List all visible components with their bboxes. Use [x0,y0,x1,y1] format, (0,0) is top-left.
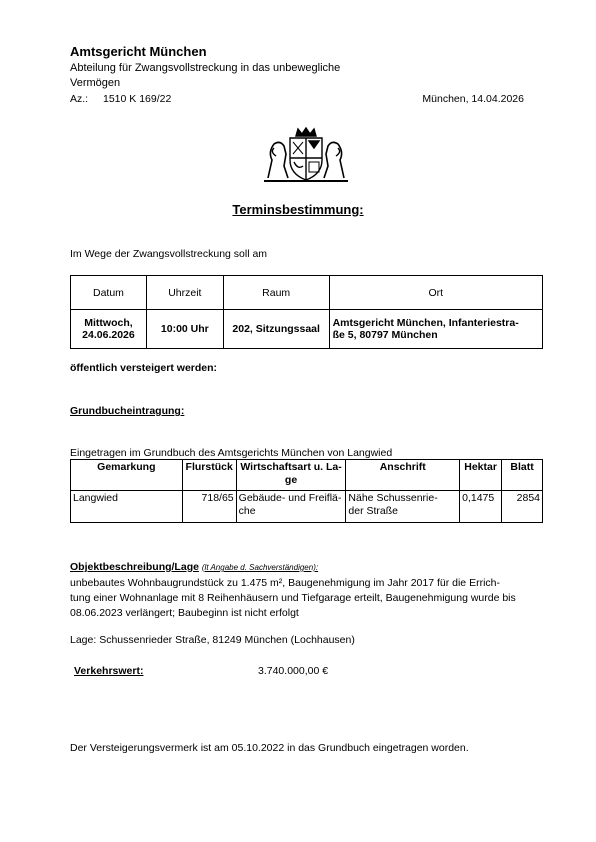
header-raum: Raum [223,276,329,310]
table-row [71,310,543,349]
ort-line-1: Amtsgericht München, Infanteriestra- [332,317,519,329]
header-flurstueck: Flurstück [182,460,236,491]
wirtschaftsart-cell [236,491,346,523]
datum-weekday: Mittwoch, [84,317,133,329]
objekt-line-2: tung einer Wohnanlage mit 8 Reihenhäusern und Tiefgarage erteilt, Baugenehmigung wurde bis [70,592,516,604]
court-name: Amtsgericht München [70,44,207,59]
objekt-heading-note: (lt Angabe d. Sachverständigen): [201,563,319,572]
wirtschaftsart-line-2: che [238,505,256,517]
header-anschrift: Anschrift [346,460,460,491]
verkehrswert-label: Verkehrswert: [74,665,144,677]
flurstueck-cell: 718/65 [182,491,236,523]
header-gemarkung: Gemarkung [71,460,183,491]
verkehrswert-value: 3.740.000,00 € [258,665,329,677]
blatt-cell: 2854 [502,491,543,523]
grundbuch-table [70,459,543,523]
ort-cell [329,310,542,349]
anschrift-line-1: Nähe Schussenrie- [348,492,438,504]
table-header-row [71,460,543,491]
page-title: Terminsbestimmung: [232,202,364,217]
case-number-label: Az.: [70,93,89,105]
place-date: München, 14.04.2026 [422,93,524,105]
grundbuch-heading: Grundbucheintragung: [70,405,185,417]
grundbuch-intro: Eingetragen im Grundbuch des Amtsgerichts München von Langwied [70,447,393,459]
header-datum: Datum [71,276,147,310]
header-hektar: Hektar [460,460,502,491]
objekt-description [70,576,540,621]
location-text: Lage: Schussenrieder Straße, 81249 München (Lochhausen) [70,634,355,646]
header-wirtschaftsart [236,460,346,491]
footer-note: Der Versteigerungsvermerk ist am 05.10.2022 in das Grundbuch eingetragen worden. [70,742,469,754]
appointment-table [70,275,543,349]
anschrift-line-2: der Straße [348,505,399,517]
objekt-line-1: unbebautes Wohnbaugrundstück zu 1.475 m², Baugenehmigung im Jahr 2017 für die Errich- [70,577,500,589]
ort-line-2: ße 5, 80797 München [332,329,438,341]
objekt-heading-title: Objektbeschreibung/Lage [70,561,199,573]
department: Abteilung für Zwangsvollstreckung in das unbewegliche Vermögen [70,62,341,89]
objekt-heading [70,561,318,573]
uhrzeit-cell: 10:00 Uhr [146,310,223,349]
auction-statement: öffentlich versteigert werden: [70,362,218,374]
case-number: 1510 K 169/22 [103,93,172,105]
datum-cell [71,310,147,349]
wirtschaftsart-line-1: Gebäude- und Freiflä- [238,492,342,504]
table-header-row [71,276,543,310]
anschrift-cell [346,491,460,523]
hektar-cell: 0,1475 [460,491,502,523]
objekt-line-3: 08.06.2023 verlängert; Baubeginn ist nicht erfolgt [70,607,299,619]
header-blatt: Blatt [502,460,543,491]
header-ort: Ort [329,276,542,310]
gemarkung-cell: Langwied [71,491,183,523]
header-wirtschaftsart-line-1: Wirtschaftsart u. La- [240,461,342,473]
header-wirtschaftsart-line-2: ge [284,474,298,486]
bavarian-coat-of-arms-icon [262,126,350,184]
header-uhrzeit: Uhrzeit [146,276,223,310]
raum-cell: 202, Sitzungssaal [223,310,329,349]
datum-date: 24.06.2026 [82,329,135,341]
intro-text: Im Wege der Zwangsvollstreckung soll am [70,248,268,260]
table-row [71,491,543,523]
